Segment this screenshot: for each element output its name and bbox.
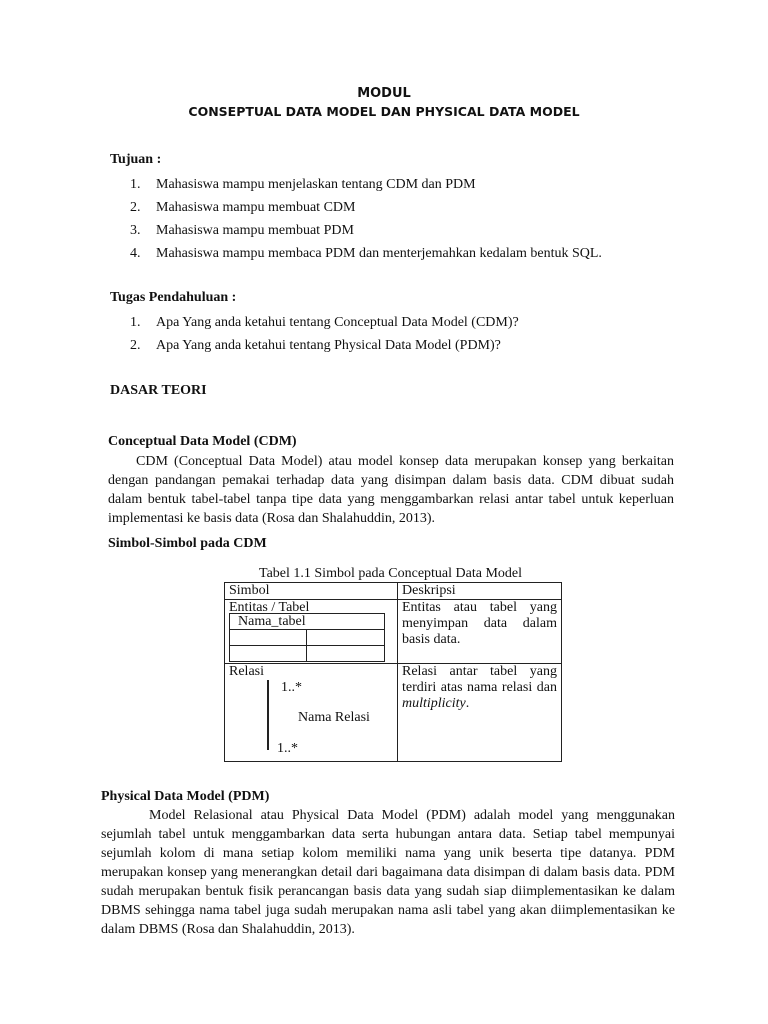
entity-name-row [230,614,384,630]
tugas-heading: Tugas Pendahuluan : [110,290,237,305]
list-item [130,199,602,222]
list-item-text: Mahasiswa mampu membaca PDM dan menterjemahkan kedalam bentuk SQL. [156,246,602,261]
table-row [225,664,562,762]
table-header-deskripsi: Deskripsi [398,583,562,600]
table-header-row [225,583,562,600]
entity-table-symbol [229,613,385,662]
list-item [130,176,602,199]
relation-multiplicity-top: 1..* [281,680,302,695]
list-item-text: Mahasiswa mampu menjelaskan tentang CDM dan PDM [156,177,476,192]
relation-multiplicity-bottom: 1..* [277,741,298,756]
table-caption: Tabel 1.1 Simbol pada Conceptual Data Model [259,566,523,581]
list-item-number: 3. [130,223,141,238]
pdm-paragraph-text: Model Relasional atau Physical Data Model (PDM) adalah model yang menggunakan sejumlah tabel untuk menggambarkan data serta hubungan antara data. Setiap tabel mempunyai sejumlah kolom di mana setiap kolom memiliki nama yang unik beserta tipe datanya. PDM merupakan konsep yang menerangkan detail dari bagaimana data disimpan di dalam basis data. PDM sudah merupakan bentuk fisik perancangan basis data yang sudah siap diimplementasikan ke dalam DBMS sehingga nama tabel juga sudah merupakan nama asli tabel yang akan diimplementasikan ke dalam DBMS (Rosa dan Shalahuddin, 2013). [101,808,675,937]
relation-name: Nama Relasi [298,710,370,725]
pdm-heading: Physical Data Model (PDM) [101,789,270,804]
pdm-paragraph [101,806,675,939]
list-item [130,222,602,245]
relasi-description [398,664,562,762]
entitas-description: Entitas atau tabel yang menyimpan data dalam basis data. [398,600,562,664]
list-item-text: Apa Yang anda ketahui tentang Conceptual Data Model (CDM)? [156,315,519,330]
list-item-number: 1. [130,177,141,192]
module-subtitle: CONSEPTUAL DATA MODEL DAN PHYSICAL DATA MODEL [188,104,580,119]
list-item-number: 1. [130,315,141,330]
symbol-table [224,582,562,762]
list-item-number: 2. [130,338,141,353]
entitas-symbol-cell: Entitas / Tabel [225,600,398,664]
list-item-text: Apa Yang anda ketahui tentang Physical Data Model (PDM)? [156,338,501,353]
cdm-paragraph-text: CDM (Conceptual Data Model) atau model konsep data merupakan konsep yang berkaitan dengan pandangan pemakai terhadap data yang disimpan dalam basis data. CDM dibuat sudah dalam bentuk tabel-tabel tanpa tipe data yang menggambarkan relasi antar tabel untuk keperluan implementasi ke basis data (Rosa dan Shalahuddin, 2013). [108,454,674,526]
list-item [130,337,519,360]
list-item-text: Mahasiswa mampu membuat CDM [156,200,356,215]
entity-attribute-row [230,646,384,661]
relasi-desc-prefix: Relasi antar tabel yang terdiri atas nama relasi dan [402,664,557,695]
table-header-simbol: Simbol [225,583,398,600]
module-title: MODUL [357,86,411,101]
tugas-list [130,314,519,360]
entity-attribute-row [230,630,384,646]
cdm-heading: Conceptual Data Model (CDM) [108,434,297,449]
list-item [130,245,602,268]
relation-line [267,680,269,750]
tujuan-list [130,176,602,268]
relasi-desc-suffix: . [465,696,470,711]
entity-name: Nama_tabel [238,614,306,629]
list-item-text: Mahasiswa mampu membuat PDM [156,223,354,238]
list-item-number: 2. [130,200,141,215]
list-item-number: 4. [130,246,141,261]
relasi-symbol-cell: Relasi [225,664,398,762]
dasar-teori-heading: DASAR TEORI [110,383,207,398]
tujuan-heading: Tujuan : [110,152,162,167]
relasi-desc-italic: multiplicity [402,696,466,711]
cdm-paragraph [108,452,674,528]
list-item [130,314,519,337]
simbol-heading: Simbol-Simbol pada CDM [108,536,267,551]
